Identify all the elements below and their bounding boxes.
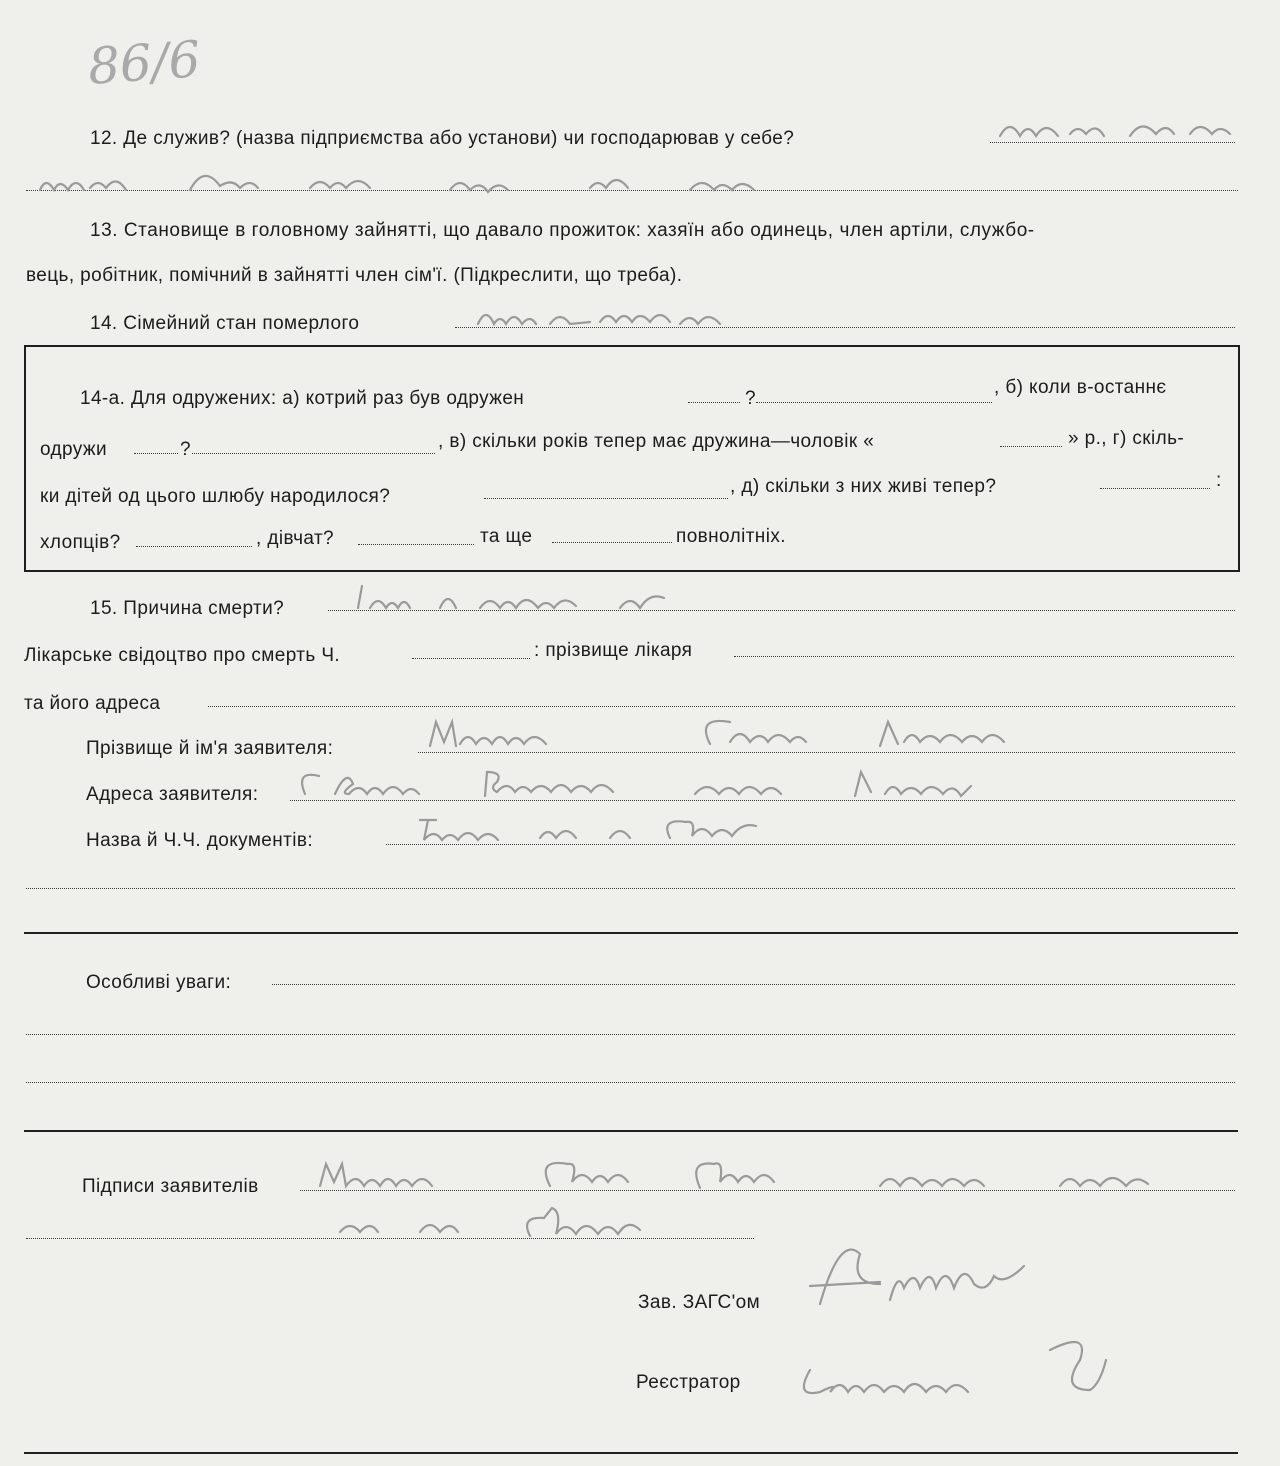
medical-certificate-number-line — [412, 658, 530, 659]
applicant-name-handwriting — [420, 712, 1040, 756]
section-divider-2 — [24, 1130, 1238, 1132]
applicant-name-label: Прізвище й ім'я заявителя: — [86, 738, 334, 759]
q14a-line1-text: 14-а. Для одружених: а) котрий раз був одружен — [80, 388, 525, 409]
remarks-line-1 — [272, 984, 1235, 985]
documents-handwriting — [410, 808, 830, 848]
q14a-married-when-line — [134, 453, 178, 454]
q14a-line1-q: ? — [745, 388, 756, 409]
doctor-surname-label: : прізвище лікаря — [534, 640, 693, 661]
q15-handwriting — [350, 578, 690, 618]
q13-line2: вець, робітник, помічний в зайнятті член сім'ї. (Підкреслити, що треба). — [26, 265, 683, 286]
q12-handwriting-2 — [30, 160, 850, 200]
doctor-address-label: та його адреса — [24, 693, 161, 714]
q13-line1: 13. Становище в головному зайнятті, що давало прожиток: хазяїн або одинець, член артіли, службо- — [90, 220, 1035, 241]
q14a-spouse-age-line — [1000, 446, 1062, 447]
q14a-last-marriage-line — [756, 402, 992, 403]
q14a-line2-middle: , в) скільки років тепер має дружина—чоловік « — [438, 431, 875, 452]
q15-label: 15. Причина смерти? — [90, 598, 285, 619]
q14a-children-born-line — [484, 498, 728, 499]
bottom-border — [24, 1452, 1238, 1454]
q14a-line4-girls: , дівчат? — [256, 528, 335, 549]
q14a-girls-line — [358, 544, 474, 545]
q14a-line2-tail: » р., г) скіль- — [1068, 428, 1185, 449]
registrar-signature — [790, 1320, 1150, 1420]
remarks-label: Особливі уваги: — [86, 972, 232, 993]
q14a-line3-text: ки дітей од цього шлюбу народилося? — [40, 486, 391, 507]
q14a-line1-tail: , б) коли в-останнє — [994, 377, 1167, 398]
q12-label: 12. Де служив? (назва підприємства або установи) чи господарював у себе? — [90, 128, 795, 149]
q14-label: 14. Сімейний стан померлого — [90, 313, 360, 334]
applicant-signatures-line-2 — [26, 1238, 754, 1239]
section-divider-1 — [24, 932, 1238, 934]
q14a-line4-adults: повнолітніх. — [676, 526, 786, 547]
q14a-marriage-count-line — [688, 402, 740, 403]
medical-certificate-label: Лікарське свідоцтво про смерть Ч. — [24, 645, 341, 666]
applicant-signatures-handwriting — [300, 1150, 1240, 1250]
q14a-line2-text: одружи — [40, 439, 108, 460]
q14a-line3-middle: , д) скільки з них живі тепер? — [730, 476, 997, 497]
q14a-children-alive-line — [1100, 488, 1210, 489]
doctor-address-line — [208, 706, 1235, 707]
applicant-signatures-label: Підписи заявителів — [82, 1176, 259, 1197]
q14a-line4-more: та ще — [480, 526, 533, 547]
q14a-line3-tail: : — [1216, 470, 1222, 491]
applicant-address-handwriting — [295, 762, 1135, 806]
applicant-address-label: Адреса заявителя: — [86, 784, 259, 805]
registrar-label: Реєстратор — [636, 1372, 741, 1393]
q14a-married-date-line — [192, 453, 435, 454]
q14a-boys-line — [136, 546, 252, 547]
remarks-line-3 — [26, 1082, 1235, 1083]
head-of-registry-label: Зав. ЗАГС'ом — [638, 1292, 761, 1313]
remarks-line-2 — [26, 1034, 1235, 1035]
documents-label: Назва й Ч.Ч. документів: — [86, 830, 314, 851]
documents-line-2 — [26, 888, 1235, 889]
q14-handwriting — [470, 296, 770, 336]
head-of-registry-signature — [800, 1240, 1080, 1320]
doctor-surname-line — [734, 656, 1234, 657]
q12-handwriting — [990, 108, 1240, 148]
q14a-adults-line — [552, 542, 672, 543]
q14a-line4-boys: хлопців? — [40, 532, 121, 553]
archive-number: 86/6 — [86, 30, 203, 96]
q14a-line2-q: ? — [180, 439, 191, 460]
